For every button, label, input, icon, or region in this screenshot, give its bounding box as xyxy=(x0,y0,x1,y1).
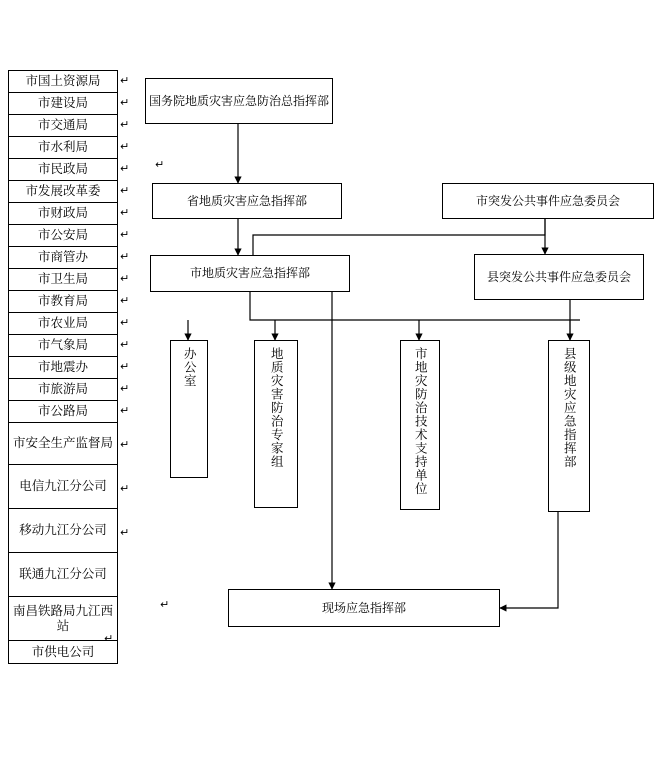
pilcrow-mark: ↵ xyxy=(120,527,130,539)
list-item: 市气象局 xyxy=(8,334,118,356)
list-item: 市卫生局 xyxy=(8,268,118,290)
node-county-emergency-committee: 县突发公共事件应急委员会 xyxy=(474,254,644,300)
list-item: 市供电公司 xyxy=(8,640,118,664)
pilcrow-mark: ↵ xyxy=(120,141,130,153)
pilcrow-mark: ↵ xyxy=(120,119,130,131)
list-item: 市发展改革委 xyxy=(8,180,118,202)
list-item: 市公安局 xyxy=(8,224,118,246)
list-item: 市商管办 xyxy=(8,246,118,268)
pilcrow-mark: ↵ xyxy=(120,405,130,417)
list-item: 电信九江分公司 xyxy=(8,464,118,508)
node-expert-group-label: 地质灾害防治专家组 xyxy=(269,347,284,469)
node-county-hq xyxy=(548,340,590,512)
pilcrow-mark: ↵ xyxy=(120,361,130,373)
pilcrow-mark: ↵ xyxy=(120,317,130,329)
list-item: 市财政局 xyxy=(8,202,118,224)
list-item: 市水利局 xyxy=(8,136,118,158)
list-item: 市安全生产监督局 xyxy=(8,422,118,464)
pilcrow-mark: ↵ xyxy=(120,383,130,395)
node-tech-support-unit xyxy=(400,340,440,510)
list-item: 市交通局 xyxy=(8,114,118,136)
node-county-hq-label: 县级地灾应急指挥部 xyxy=(562,347,577,469)
pilcrow-mark: ↵ xyxy=(155,159,165,171)
list-item: 市地震办 xyxy=(8,356,118,378)
list-item: 市国土资源局 xyxy=(8,70,118,92)
pilcrow-mark: ↵ xyxy=(120,273,130,285)
list-item: 市旅游局 xyxy=(8,378,118,400)
list-item: 市教育局 xyxy=(8,290,118,312)
pilcrow-mark: ↵ xyxy=(120,439,130,451)
pilcrow-mark: ↵ xyxy=(120,207,130,219)
node-province-hq: 省地质灾害应急指挥部 xyxy=(152,183,342,219)
list-item: 移动九江分公司 xyxy=(8,508,118,552)
node-city-hq: 市地质灾害应急指挥部 xyxy=(150,255,350,292)
pilcrow-mark: ↵ xyxy=(120,97,130,109)
pilcrow-mark: ↵ xyxy=(120,185,130,197)
node-city-emergency-committee: 市突发公共事件应急委员会 xyxy=(442,183,654,219)
pilcrow-mark: ↵ xyxy=(120,75,130,87)
list-item: 市建设局 xyxy=(8,92,118,114)
node-scene-hq: 现场应急指挥部 xyxy=(228,589,500,627)
pilcrow-mark: ↵ xyxy=(104,633,114,645)
pilcrow-mark: ↵ xyxy=(120,295,130,307)
pilcrow-mark: ↵ xyxy=(120,483,130,495)
node-office-label: 办公室 xyxy=(182,347,197,388)
list-item: 市农业局 xyxy=(8,312,118,334)
pilcrow-mark: ↵ xyxy=(120,251,130,263)
list-item: 市民政局 xyxy=(8,158,118,180)
list-item: 联通九江分公司 xyxy=(8,552,118,596)
pilcrow-mark: ↵ xyxy=(160,599,170,611)
department-list xyxy=(8,70,118,664)
node-expert-group xyxy=(254,340,298,508)
node-state-council-hq: 国务院地质灾害应急防治总指挥部 xyxy=(145,78,333,124)
list-item: 南昌铁路局九江西站 xyxy=(8,596,118,640)
node-tech-support-unit-label: 市地灾防治技术支持单位 xyxy=(413,347,428,496)
pilcrow-mark: ↵ xyxy=(120,229,130,241)
pilcrow-mark: ↵ xyxy=(120,163,130,175)
node-office xyxy=(170,340,208,478)
pilcrow-mark: ↵ xyxy=(120,339,130,351)
list-item: 市公路局 xyxy=(8,400,118,422)
